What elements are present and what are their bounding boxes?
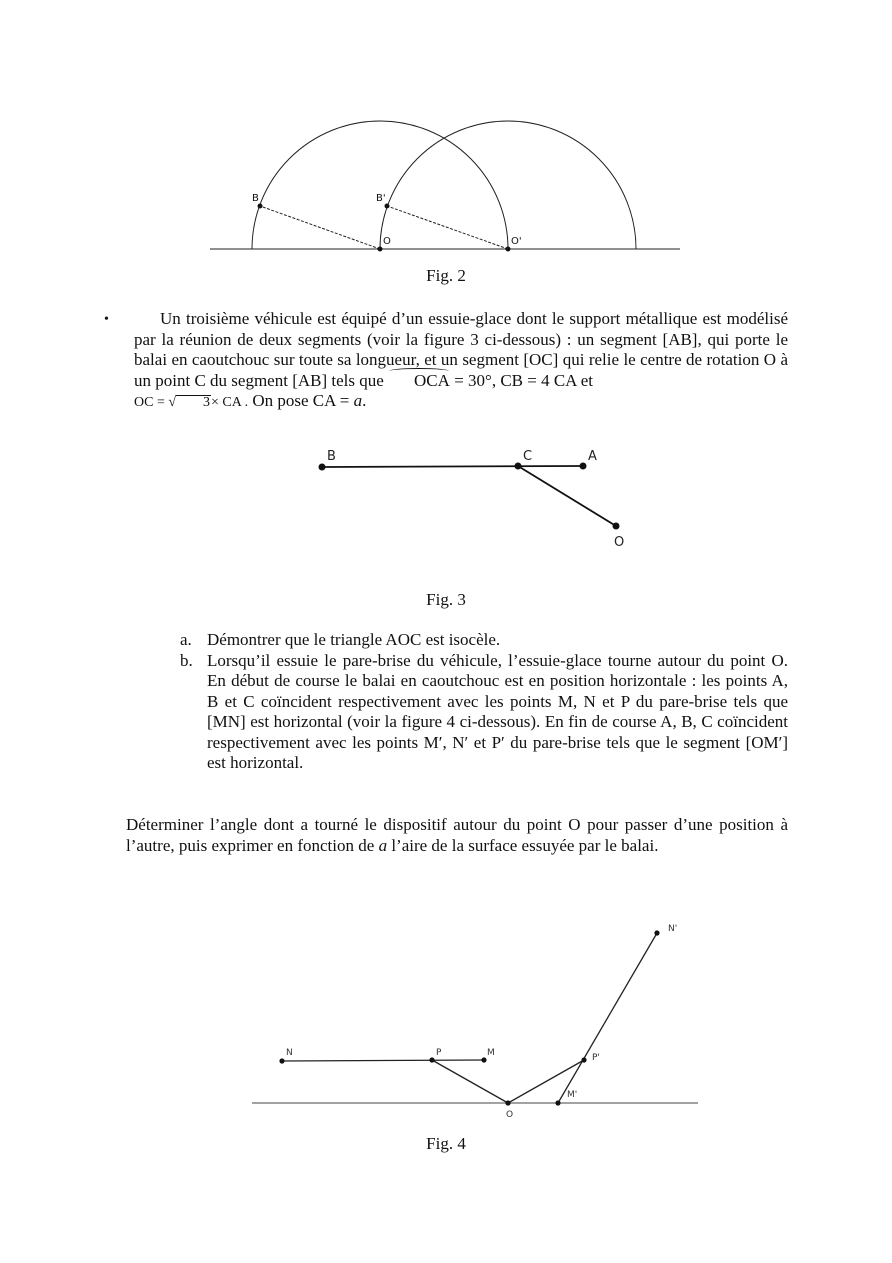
fig2-label-O: O [383,236,391,247]
fig2-arc-right [380,121,636,249]
list-item [180,651,788,774]
fig3-label-O: O [614,535,625,550]
fig2-label-B': B' [376,193,386,204]
fig2-label-B: B [252,193,259,204]
fig3-segment-CO [518,466,616,526]
fig3-caption: Fig. 3 [426,590,466,609]
final-text-1: Déterminer l’angle dont a tourné le dispositif autour du point O pour passer d’une position à l’autre, puis exprimer en fonction de [126,815,788,855]
fig3-point-B [319,464,326,471]
final-paragraph [126,815,788,856]
fig4-point-O [505,1100,510,1105]
figure-4 [0,915,892,1125]
intro-text-3: On pose CA = [248,391,354,410]
bullet-marker: • [104,312,109,327]
fig4-label-M': M' [567,1090,578,1100]
fig3-point-C [515,463,522,470]
intro-text-4: . [362,391,367,410]
list-item [180,630,788,651]
fig4-point-N [279,1058,284,1063]
intro-text-1: Un troisième véhicule est équipé d’un essuie-glace dont le support métallique est modélisé par la réunion de deux segments (voir la figure 3 ci-dessous) : un segment [AB], qui porte le balai en caoutchouc sur toute sa longueur, et un segment [OC] qui relie le centre de rotation O à un point C du segment [AB] tels que [134,309,788,390]
fig4-label-N': N' [668,924,678,934]
fig4-label-O: O [506,1110,514,1120]
fig3-point-O [613,523,620,530]
question-a-marker: a. [180,630,192,649]
fig4-label-N: N [286,1048,293,1058]
angle-OCA: OCA [388,371,450,392]
question-b-text: Lorsqu’il essuie le pare-brise du véhicule, l’essuie-glace tourne autour du point O. En début de course le balai en caoutchouc est en position horizontale : les points A, B et C coïncident respectivement avec les points M, N et P du pare-brise tels que [MN] est horizontal (voir la figure 4 ci-dessous). En fin de course A, B, C coïncident respectivement avec les points M′, N′ et P′ du pare-brise tels que le segment [OM′] est horizontal. [207,650,788,772]
question-list [180,630,788,774]
intro-text-2: = 30°, CB = 4 CA et [449,370,594,390]
fig2-point-B' [385,204,390,209]
figure-2 [0,0,892,260]
fig2-arc-left [252,121,508,249]
question-b-marker: b. [180,650,193,670]
question-a-text: Démontrer que le triangle AOC est isocèle. [207,630,501,649]
fig4-point-M' [555,1100,560,1105]
fig2-segment-O'B' [387,206,508,249]
oc-prefix: OC = [134,395,169,410]
fig3-label-C: C [523,449,533,464]
intro-paragraph [134,309,788,414]
fig4-segment-M'N' [558,933,657,1103]
figure-3 [0,440,892,550]
fig4-segment-PO [432,1060,508,1103]
fig2-label-O': O' [511,236,522,247]
fig4-point-M [481,1057,486,1062]
final-var-a: a [378,835,388,855]
fig2-caption: Fig. 2 [426,266,466,285]
sqrt-value: 3 [176,395,211,410]
fig3-point-A [580,463,587,470]
fig4-caption: Fig. 4 [426,1134,466,1153]
fig4-label-P: P [436,1048,442,1058]
sqrt-sign: √ [168,395,177,410]
fig4-label-P': P' [592,1053,600,1063]
fig2-segment-OB [260,206,380,249]
oc-suffix: × CA . [211,395,249,410]
final-text-2: l’aire de la surface essuyée par le balai. [387,835,659,855]
fig4-point-N' [654,930,659,935]
fig4-point-P' [581,1057,586,1062]
fig4-segment-NM [282,1060,484,1061]
fig3-segment-BA [322,466,583,467]
fig2-point-B [258,204,263,209]
fig4-point-P [429,1057,434,1062]
fig2-point-O' [506,247,511,252]
fig2-point-O [378,247,383,252]
fig3-label-A: A [588,449,597,464]
fig4-label-M: M [487,1048,495,1058]
fig3-label-B: B [327,449,336,464]
var-a: a [353,391,363,410]
